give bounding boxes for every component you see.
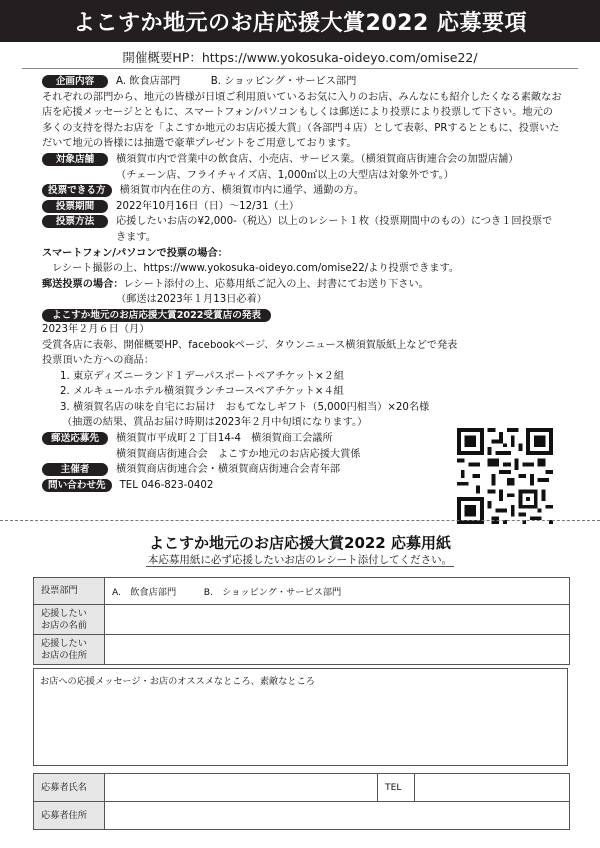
mail-vote xyxy=(42,277,562,293)
section-taisho xyxy=(42,152,562,183)
mail-address-line1: 横須賀市平成町２丁目14-4 横須賀商工会議所 xyxy=(116,433,333,445)
section-label: 企画内容 xyxy=(42,75,108,88)
departments-text: A. 飲食店部門 B. ショッピング・サービス部門 xyxy=(116,76,357,87)
overview-url: 開催概要HP：https://www.yokosuka-oideyo.com/omise22/ xyxy=(122,50,478,65)
qr-code-icon[interactable] xyxy=(457,428,553,524)
shop-address-label: 応援したい お店の住所 xyxy=(34,635,105,665)
section-label: よこすか地元のお店応援大賞2022受賞店の発表 xyxy=(42,309,271,322)
section-label: 主催者 xyxy=(42,463,108,476)
shop-address-field[interactable] xyxy=(105,635,570,665)
announcement-text: 受賞各店に表彰、開催概要HP、facebookページ、タウンニュース横須賀版紙上などで発表 xyxy=(42,339,458,351)
taisho-line2: （チェーン店、フライチャイズ店、1,000㎡以上の大型店は対象外です。） xyxy=(116,169,454,181)
applicant-name-label: 応募者氏名 xyxy=(34,774,105,802)
kikaku-body: それぞれの部門から、地元の皆様が日頃ご利用頂いているお気に入りのお店、みんなにも紹介したくなる素敵なお店を応援メッセージとともに、スマートフォン/パソコンもしくは郵送により投票により投票して下さい。地元の多くの支持を得たお店を「よこすか地元のお店応援大賞」（各部門４店）として表彰、PRするとともに、投票いただいて地元の皆様には抽選で豪華プレゼントをご用意しております。 xyxy=(42,91,562,150)
department-label: 投票部門 xyxy=(34,578,105,605)
section-label: 投票方法 xyxy=(42,215,108,228)
prize-intro: 投票頂いた方への商品： xyxy=(42,355,155,367)
section-label: 投票期間 xyxy=(42,200,108,213)
organizer-text: 横須賀商店街連合会・横須賀商店街連合会青年部 xyxy=(116,464,341,476)
form-subtitle-text: 本応募用紙に必ず応援したいお店のレシート添付してください。 xyxy=(147,554,453,566)
cut-line xyxy=(0,520,600,521)
form-title: よこすか地元のお店応援大賞2022 応募用紙 xyxy=(149,534,451,552)
page-header xyxy=(0,0,600,42)
smartphone-heading: スマートフォン/パソコンで投票の場合： xyxy=(42,247,228,259)
prize-item: 3. 横須賀名店の味を自宅にお届け おもてなしギフト（5,000円相当）×20名様 xyxy=(60,401,430,413)
mail-text: レシート添付の上、応募用紙ご記入の上、封書にてお送り下さい。 xyxy=(123,278,429,290)
tel-field[interactable] xyxy=(415,774,570,802)
message-field[interactable] xyxy=(33,668,568,766)
form-table-applicant xyxy=(33,773,570,830)
section-kikaku xyxy=(42,74,562,90)
section-label: 郵送応募先 xyxy=(42,432,108,445)
form-subtitle xyxy=(0,552,600,567)
section-label: 問い合わせ先 xyxy=(42,479,112,492)
form-table-shop xyxy=(33,577,570,665)
page-title: よこすか地元のお店応援大賞2022 応募要項 xyxy=(73,10,527,36)
smartphone-text: レシート撮影の上、https://www.yokosuka-oideyo.com/omise22/より投票できます。 xyxy=(52,263,460,275)
shop-name-label: 応援したい お店の名前 xyxy=(34,605,105,635)
announcement-date: 2023年２月６日（月） xyxy=(42,323,150,335)
applicant-address-field[interactable] xyxy=(105,802,570,830)
prize-item: 2. メルキュールホテル横須賀ランチコースペアチケット×４組 xyxy=(60,386,344,398)
method-text: 応援したいお店の¥2,000-（税込）以上のレシート１枚（投票期間中のもの）につき１回投票できます。 xyxy=(116,216,553,243)
eligible-voters-text: 横須賀市内在住の方、横須賀市内に通学、通勤の方。 xyxy=(119,185,365,197)
department-options[interactable]: A. 飲食店部門 B. ショッピング・サービス部門 xyxy=(105,578,570,605)
section-eligible-voters xyxy=(42,183,562,199)
section-period xyxy=(42,199,562,215)
section-label: 投票できる方 xyxy=(42,184,112,197)
applicant-address-label: 応募者住所 xyxy=(34,802,105,830)
mail-address-line2: 横須賀商店街連合会 よこすか地元のお店応援大賞係 xyxy=(116,448,361,460)
message-label: お店への応援メッセージ・お店のオススメなところ、素敵なところ xyxy=(40,676,315,687)
mail-heading: 郵送投票の場合： xyxy=(42,278,124,290)
shop-name-field[interactable] xyxy=(105,605,570,635)
contact-text: TEL 046-823-0402 xyxy=(119,479,214,491)
divider xyxy=(22,68,578,69)
section-label: 対象店舗 xyxy=(42,153,108,166)
taisho-line1: 横須賀市内で営業中の飲食店、小売店、サービス業。（横須賀商店街連合会の加盟店舗） xyxy=(116,153,519,165)
prize-note: （抽選の結果、賞品お届け時期は2023年２月中旬頃になります。） xyxy=(62,417,368,429)
applicant-name-field[interactable] xyxy=(105,774,378,802)
section-announcement xyxy=(42,308,562,322)
mail-deadline: （郵送は2023年１月13日必着） xyxy=(116,294,267,306)
period-text: 2022年10月16日（日）～12/31（土） xyxy=(116,200,300,212)
prize-item: 1. 東京ディズニーランド１デーパスポートペアチケット×２組 xyxy=(60,370,345,382)
section-method xyxy=(42,214,562,245)
tel-label: TEL xyxy=(378,774,415,802)
